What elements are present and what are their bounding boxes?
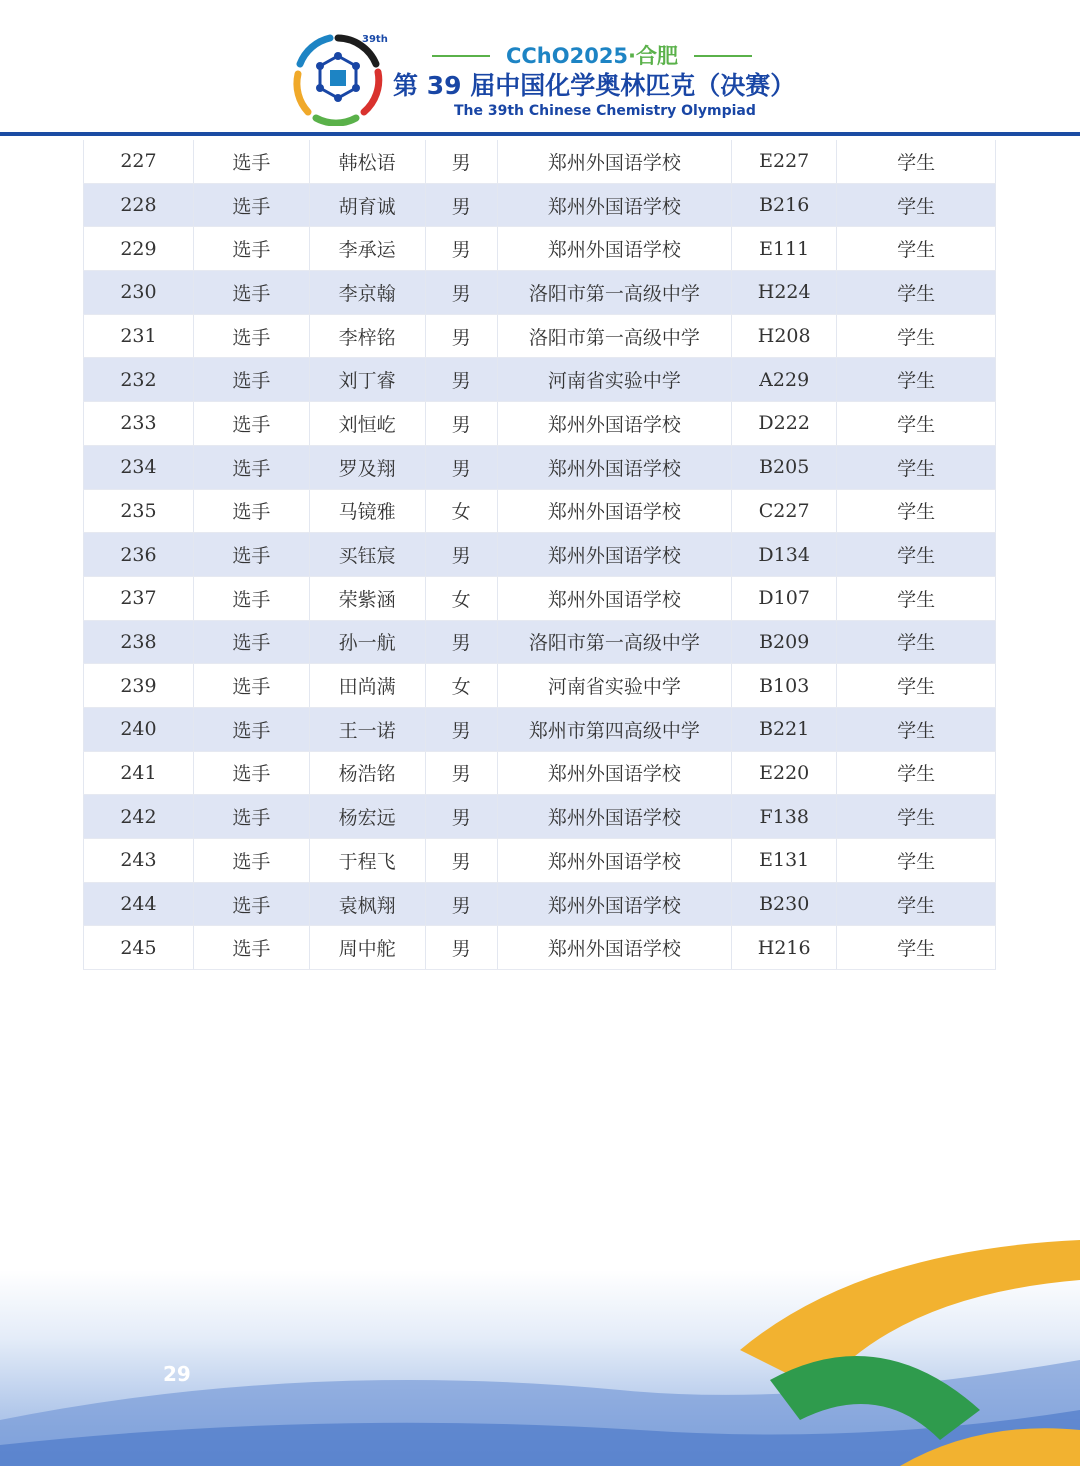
table-row — [84, 183, 996, 227]
cell-seq: 234 — [84, 445, 194, 489]
cell-exam-id: A229 — [732, 358, 837, 402]
cell-gender: 男 — [425, 926, 497, 970]
table-row — [84, 576, 996, 620]
cell-gender: 男 — [425, 271, 497, 315]
table-row — [84, 839, 996, 883]
cell-gender: 男 — [425, 227, 497, 271]
cell-school: 郑州外国语学校 — [497, 839, 732, 883]
cell-exam-id: H208 — [732, 314, 837, 358]
cell-name: 韩松语 — [309, 140, 425, 183]
logo-superscript: 39th — [362, 34, 388, 45]
cell-name: 李承运 — [309, 227, 425, 271]
cell-school: 洛阳市第一高级中学 — [497, 314, 732, 358]
cell-name: 刘丁睿 — [309, 358, 425, 402]
cell-exam-id: B216 — [732, 183, 837, 227]
cell-name: 于程飞 — [309, 839, 425, 883]
cell-seq: 229 — [84, 227, 194, 271]
cell-identity: 学生 — [837, 533, 996, 577]
cell-seq: 240 — [84, 707, 194, 751]
table-row — [84, 314, 996, 358]
cell-identity: 学生 — [837, 140, 996, 183]
cell-identity: 学生 — [837, 183, 996, 227]
cell-name: 杨浩铭 — [309, 751, 425, 795]
cell-exam-id: B205 — [732, 445, 837, 489]
cell-name: 李梓铭 — [309, 314, 425, 358]
cell-exam-id: B209 — [732, 620, 837, 664]
cell-name: 李京翰 — [309, 271, 425, 315]
brand-text — [496, 42, 688, 70]
table-row — [84, 882, 996, 926]
cell-name: 袁枫翔 — [309, 882, 425, 926]
cell-school: 郑州外国语学校 — [497, 183, 732, 227]
table-row — [84, 795, 996, 839]
table-row — [84, 707, 996, 751]
cell-seq: 245 — [84, 926, 194, 970]
cell-gender: 男 — [425, 882, 497, 926]
table-row — [84, 751, 996, 795]
brand-rule-left — [432, 55, 490, 57]
footer-decoration — [0, 1240, 1080, 1466]
cell-name: 胡育诚 — [309, 183, 425, 227]
cell-gender: 男 — [425, 839, 497, 883]
cell-gender: 男 — [425, 533, 497, 577]
cell-role: 选手 — [193, 358, 309, 402]
cell-name: 荣紫涵 — [309, 576, 425, 620]
cell-role: 选手 — [193, 314, 309, 358]
cell-identity: 学生 — [837, 445, 996, 489]
cell-identity: 学生 — [837, 314, 996, 358]
cell-gender: 男 — [425, 751, 497, 795]
cell-school: 洛阳市第一高级中学 — [497, 271, 732, 315]
cell-gender: 女 — [425, 664, 497, 708]
cell-name: 周中舵 — [309, 926, 425, 970]
cell-school: 郑州外国语学校 — [497, 882, 732, 926]
cell-gender: 男 — [425, 445, 497, 489]
table-row — [84, 489, 996, 533]
cell-school: 郑州外国语学校 — [497, 140, 732, 183]
page-title: 第 39 届中国化学奥林匹克（决赛） — [393, 71, 796, 100]
table-row — [84, 358, 996, 402]
cell-identity: 学生 — [837, 620, 996, 664]
cell-identity: 学生 — [837, 795, 996, 839]
cell-gender: 男 — [425, 140, 497, 183]
cell-seq: 228 — [84, 183, 194, 227]
cell-identity: 学生 — [837, 751, 996, 795]
cell-role: 选手 — [193, 664, 309, 708]
table-row — [84, 445, 996, 489]
cell-role: 选手 — [193, 576, 309, 620]
cell-name: 马镜雅 — [309, 489, 425, 533]
cell-school: 郑州市第四高级中学 — [497, 707, 732, 751]
brand-line — [432, 42, 752, 70]
cell-identity: 学生 — [837, 707, 996, 751]
cell-gender: 女 — [425, 576, 497, 620]
table-row — [84, 533, 996, 577]
cell-exam-id: B103 — [732, 664, 837, 708]
brand-separator: · — [628, 44, 637, 68]
cell-gender: 女 — [425, 489, 497, 533]
cell-role: 选手 — [193, 183, 309, 227]
cell-seq: 232 — [84, 358, 194, 402]
cell-exam-id: C227 — [732, 489, 837, 533]
cell-exam-id: E227 — [732, 140, 837, 183]
cell-role: 选手 — [193, 620, 309, 664]
cell-role: 选手 — [193, 926, 309, 970]
cell-gender: 男 — [425, 358, 497, 402]
cell-school: 郑州外国语学校 — [497, 795, 732, 839]
table-row — [84, 402, 996, 446]
cell-gender: 男 — [425, 707, 497, 751]
page-subtitle: The 39th Chinese Chemistry Olympiad — [454, 103, 756, 119]
cell-school: 河南省实验中学 — [497, 664, 732, 708]
cell-identity: 学生 — [837, 489, 996, 533]
table-row — [84, 271, 996, 315]
cell-role: 选手 — [193, 795, 309, 839]
ccho-logo-icon — [292, 34, 384, 126]
table-row — [84, 140, 996, 183]
cell-role: 选手 — [193, 140, 309, 183]
cell-role: 选手 — [193, 839, 309, 883]
cell-school: 郑州外国语学校 — [497, 489, 732, 533]
cell-identity: 学生 — [837, 839, 996, 883]
cell-gender: 男 — [425, 183, 497, 227]
cell-name: 杨宏远 — [309, 795, 425, 839]
cell-identity: 学生 — [837, 358, 996, 402]
cell-exam-id: B221 — [732, 707, 837, 751]
page-header — [0, 0, 1080, 140]
cell-identity: 学生 — [837, 882, 996, 926]
participant-table — [83, 140, 996, 970]
cell-name: 孙一航 — [309, 620, 425, 664]
cell-gender: 男 — [425, 795, 497, 839]
cell-seq: 239 — [84, 664, 194, 708]
cell-name: 田尚满 — [309, 664, 425, 708]
table-row — [84, 620, 996, 664]
cell-school: 河南省实验中学 — [497, 358, 732, 402]
cell-seq: 243 — [84, 839, 194, 883]
cell-role: 选手 — [193, 882, 309, 926]
cell-exam-id: D134 — [732, 533, 837, 577]
cell-school: 郑州外国语学校 — [497, 227, 732, 271]
cell-seq: 231 — [84, 314, 194, 358]
table-row — [84, 926, 996, 970]
cell-identity: 学生 — [837, 227, 996, 271]
cell-role: 选手 — [193, 533, 309, 577]
brand-rule-right — [694, 55, 752, 57]
cell-name: 刘恒屹 — [309, 402, 425, 446]
cell-exam-id: E220 — [732, 751, 837, 795]
header-divider — [0, 132, 1080, 136]
table-row — [84, 227, 996, 271]
cell-exam-id: F138 — [732, 795, 837, 839]
cell-school: 洛阳市第一高级中学 — [497, 620, 732, 664]
cell-name: 罗及翔 — [309, 445, 425, 489]
cell-exam-id: D107 — [732, 576, 837, 620]
cell-school: 郑州外国语学校 — [497, 926, 732, 970]
cell-identity: 学生 — [837, 271, 996, 315]
cell-name: 买钰宸 — [309, 533, 425, 577]
cell-school: 郑州外国语学校 — [497, 533, 732, 577]
brand-ccho: CChO2025 — [505, 44, 629, 68]
cell-school: 郑州外国语学校 — [497, 751, 732, 795]
cell-role: 选手 — [193, 402, 309, 446]
cell-school: 郑州外国语学校 — [497, 445, 732, 489]
table-row — [84, 664, 996, 708]
cell-role: 选手 — [193, 751, 309, 795]
cell-seq: 241 — [84, 751, 194, 795]
cell-exam-id: D222 — [732, 402, 837, 446]
cell-gender: 男 — [425, 620, 497, 664]
cell-gender: 男 — [425, 314, 497, 358]
cell-seq: 244 — [84, 882, 194, 926]
cell-school: 郑州外国语学校 — [497, 402, 732, 446]
cell-role: 选手 — [193, 227, 309, 271]
cell-exam-id: E131 — [732, 839, 837, 883]
cell-exam-id: H216 — [732, 926, 837, 970]
cell-role: 选手 — [193, 445, 309, 489]
cell-seq: 242 — [84, 795, 194, 839]
cell-seq: 233 — [84, 402, 194, 446]
cell-role: 选手 — [193, 489, 309, 533]
cell-role: 选手 — [193, 707, 309, 751]
cell-identity: 学生 — [837, 402, 996, 446]
cell-exam-id: H224 — [732, 271, 837, 315]
cell-seq: 238 — [84, 620, 194, 664]
cell-identity: 学生 — [837, 576, 996, 620]
cell-role: 选手 — [193, 271, 309, 315]
cell-identity: 学生 — [837, 926, 996, 970]
cell-name: 王一诺 — [309, 707, 425, 751]
brand-city: 合肥 — [636, 44, 679, 68]
cell-school: 郑州外国语学校 — [497, 576, 732, 620]
cell-seq: 237 — [84, 576, 194, 620]
cell-identity: 学生 — [837, 664, 996, 708]
cell-gender: 男 — [425, 402, 497, 446]
cell-seq: 227 — [84, 140, 194, 183]
cell-seq: 236 — [84, 533, 194, 577]
cell-seq: 230 — [84, 271, 194, 315]
cell-seq: 235 — [84, 489, 194, 533]
page-number: 29 — [163, 1362, 191, 1386]
cell-exam-id: B230 — [732, 882, 837, 926]
cell-exam-id: E111 — [732, 227, 837, 271]
